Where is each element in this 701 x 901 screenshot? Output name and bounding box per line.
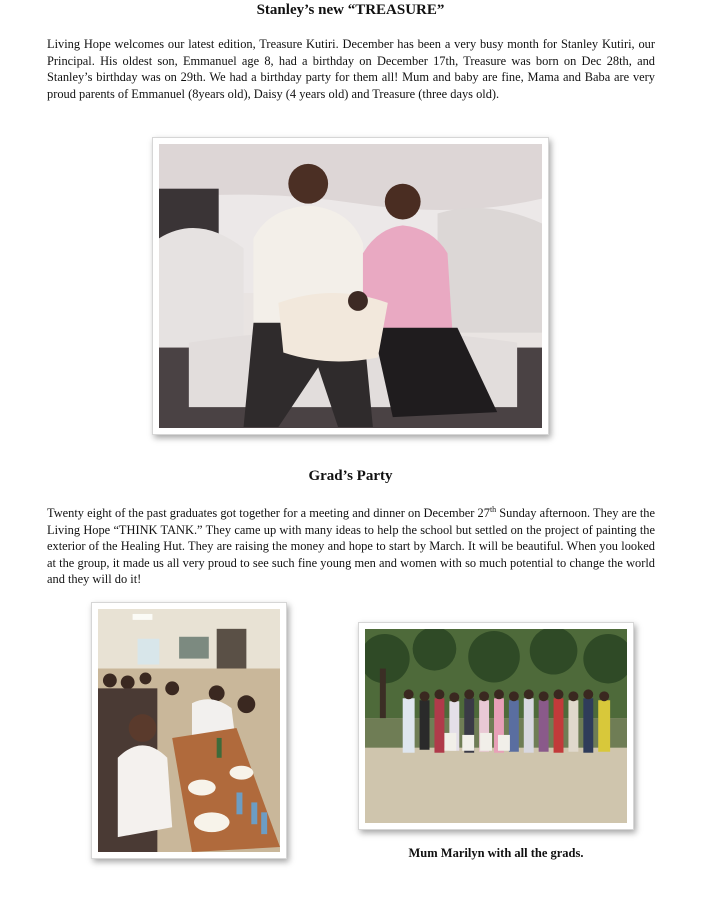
section-title-grads-party: Grad’s Party [308,468,393,484]
grads-party-paragraph [47,505,655,588]
grads-text-part2: Sunday afternoon. They are the Living Hope “THINK TANK.” They came up with many ideas to help the school but settled on the project of painting the exterior of the Healing Hut. They are raising the money and hope to start by March. It will be beautiful. When you looked at the group, it made us all very proud to see such fine young men and women with so much potential to change the world and they will do it! [47,506,656,586]
grads-text-part1: Twenty eight of the past graduates got together for a meeting and dinner on December 27 [47,506,490,520]
treasure-paragraph: Living Hope welcomes our latest edition, Treasure Kutiri. December has been a very busy month for Stanley Kutiri, our Principal. His oldest son, Emmanuel age 8, had a birthday on December 17th, Treasure was born on Dec 28th, and Stanley’s birthday was on 29th. We had a birthday party for them all! Mum and baby are fine, Mama and Baba are very proud parents of Emmanuel (8years old), Daisy (4 years old) and Treasure (three days old). [47,37,655,101]
grads-dinner-photo [91,602,287,859]
grads-text-superscript: th [489,504,497,514]
family-photo [152,137,549,435]
group-photo-caption: Mum Marilyn with all the grads. [408,846,584,860]
section-title-treasure: Stanley’s new “TREASURE” [256,2,445,18]
grads-group-photo [358,622,634,830]
